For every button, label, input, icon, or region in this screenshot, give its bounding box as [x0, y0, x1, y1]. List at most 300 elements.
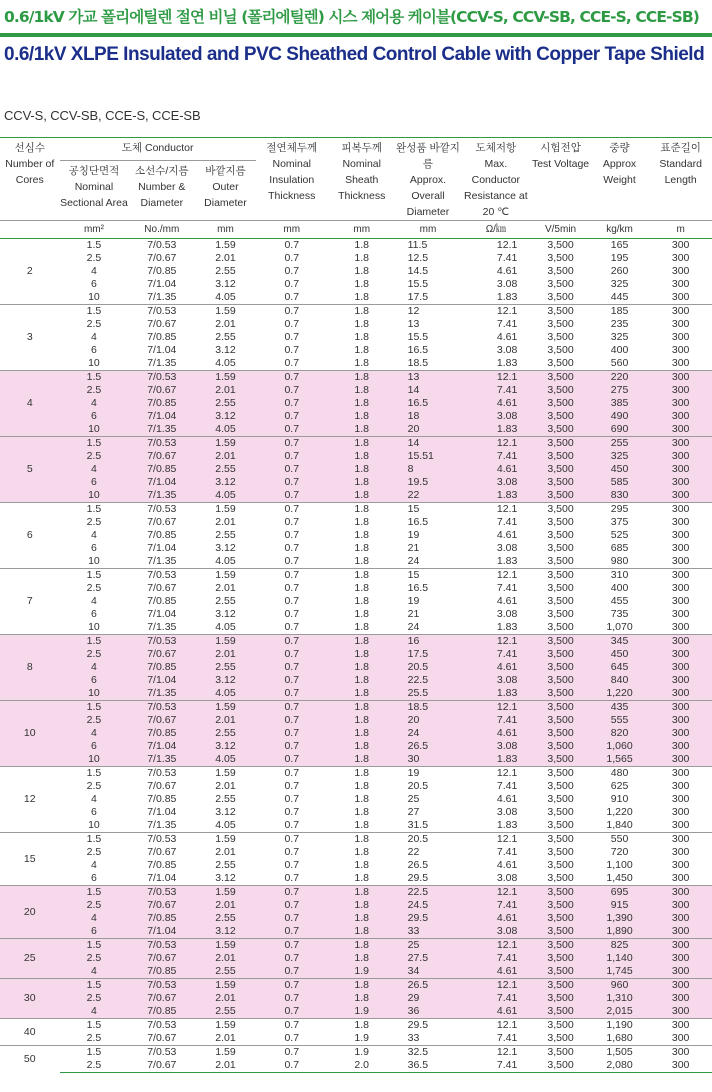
cell-overall-diameter: 14	[396, 437, 461, 451]
cell-wires: 7/1.35	[147, 291, 177, 303]
cell-overall-diameter: 20	[396, 423, 461, 437]
cell-sheath: 1.8	[328, 833, 396, 847]
cell-overall-diameter: 20	[396, 714, 461, 727]
cell-insulation: 0.7	[256, 753, 328, 767]
cell-cores: 7	[0, 569, 60, 635]
cell-insulation: 0.7	[284, 542, 300, 554]
cell-test-voltage: 3,500	[547, 1032, 574, 1044]
cell-overall-diameter: 29	[396, 992, 461, 1005]
cell-wires: 7/0.53	[128, 635, 195, 649]
cell-overall-diameter: 29.5	[407, 872, 429, 884]
cell-overall-diameter: 19	[396, 767, 461, 781]
cell-outer-diameter: 3.12	[195, 674, 256, 687]
cell-resistance: 7.41	[496, 516, 518, 528]
cell-overall-diameter: 36	[396, 1005, 461, 1019]
cell-sheath: 1.8	[328, 450, 396, 463]
cell-sheath: 1.8	[354, 357, 369, 369]
cell-length: 300	[671, 265, 690, 277]
cell-overall-diameter: 32.5	[396, 1046, 461, 1060]
cell-outer-diameter: 3.12	[195, 476, 256, 489]
cell-wires: 7/1.35	[128, 687, 195, 701]
cell-outer-diameter: 2.55	[195, 727, 256, 740]
cell-weight: 435	[590, 701, 650, 715]
cell-resistance: 1.83	[496, 819, 518, 831]
cell-wires: 7/1.35	[128, 489, 195, 503]
table-row	[0, 979, 712, 993]
cell-outer-diameter: 2.01	[215, 846, 236, 858]
cell-outer-diameter: 2.01	[215, 582, 236, 594]
cell-sheath: 1.8	[354, 516, 369, 528]
cell-outer-diameter: 4.05	[215, 291, 236, 303]
header-sheath: 피복두께 Nominal Sheath Thickness	[328, 138, 396, 221]
cell-weight: 220	[590, 371, 650, 385]
cell-length: 300	[649, 305, 712, 319]
cell-length: 300	[649, 450, 712, 463]
cell-overall-diameter: 11.5	[396, 239, 461, 253]
cell-outer-diameter: 2.01	[195, 899, 256, 912]
unit-cell: m	[649, 221, 712, 239]
cell-outer-diameter: 1.59	[195, 635, 256, 649]
table-row	[0, 753, 712, 767]
header-weight: 중량 Approx Weight	[590, 138, 650, 221]
cell-area: 4	[60, 912, 129, 925]
cell-wires: 7/0.67	[128, 648, 195, 661]
cell-sheath: 1.8	[354, 582, 369, 594]
cell-area: 1.5	[60, 767, 129, 781]
cell-test-voltage: 3,500	[531, 767, 589, 781]
cell-outer-diameter: 1.59	[195, 437, 256, 451]
cell-area: 1.5	[60, 701, 129, 715]
table-row	[0, 555, 712, 569]
cell-resistance: 3.08	[496, 608, 518, 620]
cell-area: 2.5	[60, 384, 129, 397]
cell-length: 300	[671, 318, 690, 330]
cable-spec-table	[0, 137, 712, 1073]
cell-insulation: 0.7	[256, 410, 328, 423]
table-row	[0, 872, 712, 886]
table-row	[0, 252, 712, 265]
cell-wires: 7/0.53	[128, 939, 195, 953]
cell-sheath: 1.8	[328, 899, 396, 912]
table-row	[0, 635, 712, 649]
cell-resistance: 3.08	[496, 542, 518, 554]
header-outer-diameter: 바깥지름 Outer Diameter	[204, 164, 247, 209]
cell-insulation: 0.7	[256, 833, 328, 847]
cell-cores: 10	[0, 701, 60, 767]
cell-length: 300	[671, 859, 690, 871]
table-row	[0, 305, 712, 319]
cell-length: 300	[649, 952, 712, 965]
cell-insulation: 0.7	[256, 423, 328, 437]
table-row	[0, 965, 712, 979]
cell-resistance: 4.61	[496, 331, 518, 343]
cell-insulation: 0.7	[284, 265, 300, 277]
cell-insulation: 0.7	[284, 780, 300, 792]
cell-area: 10	[60, 687, 129, 701]
table-row	[0, 410, 712, 423]
table-row	[0, 714, 712, 727]
cell-cores: 15	[0, 833, 60, 886]
cell-overall-diameter: 24	[396, 727, 461, 740]
cell-overall-diameter: 16.5	[396, 397, 461, 410]
cell-resistance: 12.1	[460, 767, 531, 781]
cell-area: 4	[60, 727, 129, 740]
cell-sheath: 1.8	[328, 674, 396, 687]
table-row	[0, 595, 712, 608]
cell-sheath: 1.8	[328, 939, 396, 953]
table-row	[0, 674, 712, 687]
cell-resistance: 12.1	[460, 437, 531, 451]
cell-outer-diameter: 2.55	[215, 529, 236, 541]
cell-area: 1.5	[60, 569, 129, 583]
cell-length: 300	[671, 595, 690, 607]
cell-resistance: 4.61	[460, 463, 531, 476]
cell-resistance: 1.83	[496, 357, 518, 369]
cell-overall-diameter: 21	[407, 608, 420, 620]
cell-test-voltage: 3,500	[531, 635, 589, 649]
cell-sheath: 1.8	[354, 621, 369, 633]
table-row	[0, 331, 712, 344]
table-row	[0, 529, 712, 542]
table-row	[0, 727, 712, 740]
cell-sheath: 1.8	[354, 265, 369, 277]
cell-length: 300	[649, 1019, 712, 1033]
cell-resistance: 3.08	[460, 476, 531, 489]
cell-resistance: 7.41	[496, 780, 518, 792]
cell-area: 1.5	[60, 886, 129, 900]
cell-test-voltage: 3,500	[531, 437, 589, 451]
cell-area: 1.5	[60, 371, 129, 385]
cell-length: 300	[671, 621, 690, 633]
cell-resistance: 12.1	[460, 833, 531, 847]
cell-cores: 20	[0, 886, 60, 939]
cell-sheath: 1.9	[328, 1046, 396, 1060]
cell-area: 4	[60, 1005, 129, 1019]
table-row	[0, 740, 712, 753]
table-row	[0, 437, 712, 451]
cell-sheath: 1.8	[354, 331, 369, 343]
cell-outer-diameter: 3.12	[215, 344, 236, 356]
cell-area: 2.5	[86, 780, 102, 792]
cell-area: 2.5	[60, 714, 129, 727]
cell-resistance: 7.41	[496, 318, 518, 330]
cell-wires: 7/1.04	[147, 542, 177, 554]
cell-outer-diameter: 2.01	[215, 516, 236, 528]
cell-outer-diameter: 1.59	[195, 569, 256, 583]
table-row	[0, 318, 712, 331]
cell-insulation: 0.7	[284, 344, 300, 356]
cell-resistance: 1.83	[496, 621, 518, 633]
cell-test-voltage: 3,500	[531, 833, 589, 847]
cell-overall-diameter: 19	[407, 595, 420, 607]
cell-overall-diameter: 14	[396, 384, 461, 397]
cell-overall-diameter: 26.5	[407, 859, 429, 871]
cell-weight: 490	[590, 410, 650, 423]
cell-sheath: 1.8	[354, 318, 369, 330]
cell-wires: 7/1.04	[147, 278, 177, 290]
cell-wires: 7/0.67	[128, 450, 195, 463]
cell-area: 6	[91, 806, 97, 818]
cell-area: 10	[60, 489, 129, 503]
cell-length: 300	[671, 819, 690, 831]
cell-area: 10	[88, 555, 100, 567]
cell-insulation: 0.7	[256, 1005, 328, 1019]
cell-weight: 345	[590, 635, 650, 649]
cell-wires: 7/0.53	[128, 767, 195, 781]
cell-length: 300	[649, 674, 712, 687]
cell-sheath: 1.8	[328, 476, 396, 489]
cell-test-voltage: 3,500	[531, 886, 589, 900]
cell-weight: 840	[590, 674, 650, 687]
cell-sheath: 1.8	[328, 661, 396, 674]
cell-cores: 25	[0, 939, 60, 979]
cell-test-voltage: 3,500	[531, 674, 589, 687]
cell-length: 300	[649, 384, 712, 397]
cell-overall-diameter: 12.5	[407, 252, 429, 264]
cell-sheath: 1.8	[328, 979, 396, 993]
cell-length: 300	[671, 872, 690, 884]
cell-sheath: 1.8	[328, 714, 396, 727]
unit-cell: mm	[328, 221, 396, 239]
cell-outer-diameter: 1.59	[195, 1046, 256, 1060]
cell-insulation: 0.7	[256, 925, 328, 939]
cell-area: 6	[91, 278, 97, 290]
cell-resistance: 12.1	[460, 701, 531, 715]
cell-outer-diameter: 3.12	[215, 806, 236, 818]
cell-length: 300	[671, 344, 690, 356]
cell-insulation: 0.7	[256, 740, 328, 753]
cell-area: 4	[60, 463, 129, 476]
cell-wires: 7/0.67	[147, 582, 177, 594]
cell-insulation: 0.7	[284, 278, 300, 290]
cell-sheath: 1.8	[354, 608, 369, 620]
cell-wires: 7/0.85	[128, 661, 195, 674]
cell-test-voltage: 3,500	[531, 371, 589, 385]
table-row	[0, 939, 712, 953]
cell-outer-diameter: 2.01	[195, 992, 256, 1005]
cell-test-voltage: 3,500	[547, 608, 574, 620]
cell-resistance: 4.61	[460, 1005, 531, 1019]
table-row	[0, 899, 712, 912]
cell-test-voltage: 3,500	[547, 582, 574, 594]
cell-insulation: 0.7	[284, 872, 300, 884]
cell-wires: 7/0.67	[147, 516, 177, 528]
table-row	[0, 582, 712, 595]
cell-area: 4	[91, 529, 97, 541]
cell-area: 4	[60, 661, 129, 674]
cell-overall-diameter: 15.51	[396, 450, 461, 463]
cell-overall-diameter: 16.5	[407, 344, 429, 356]
cell-test-voltage: 3,500	[531, 965, 589, 979]
cell-cores: 50	[0, 1046, 60, 1073]
cell-wires: 7/0.85	[128, 397, 195, 410]
table-row	[0, 833, 712, 847]
cell-length: 300	[649, 701, 712, 715]
cell-weight: 295	[590, 503, 650, 517]
cell-length: 300	[649, 1005, 712, 1019]
cell-outer-diameter: 1.59	[195, 701, 256, 715]
cell-length: 300	[649, 661, 712, 674]
table-row	[0, 357, 712, 371]
cell-test-voltage: 3,500	[531, 992, 589, 1005]
cell-length: 300	[649, 423, 712, 437]
cell-overall-diameter: 30	[396, 753, 461, 767]
cell-sheath: 1.8	[328, 397, 396, 410]
cell-weight: 455	[610, 595, 629, 607]
cell-insulation: 0.7	[284, 859, 300, 871]
cell-cores: 5	[0, 437, 60, 503]
cell-overall-diameter: 8	[396, 463, 461, 476]
header-overall-diameter: 완성품 바깥지름 Approx. Overall Diameter	[396, 138, 461, 221]
cell-weight: 685	[610, 542, 629, 554]
cell-wires: 7/0.85	[128, 727, 195, 740]
cell-resistance: 4.61	[460, 912, 531, 925]
cell-sheath: 1.8	[328, 912, 396, 925]
cell-overall-diameter: 18.5	[396, 701, 461, 715]
cell-test-voltage: 3,500	[547, 780, 574, 792]
cell-outer-diameter: 1.59	[195, 305, 256, 319]
cell-wires: 7/0.67	[147, 846, 177, 858]
cell-overall-diameter: 15.5	[407, 278, 429, 290]
cell-insulation: 0.7	[256, 476, 328, 489]
cell-sheath: 1.8	[354, 529, 369, 541]
cell-weight: 1,565	[590, 753, 650, 767]
cell-weight: 255	[590, 437, 650, 451]
cell-length: 300	[649, 1059, 712, 1073]
cell-area: 1.5	[60, 1019, 129, 1033]
cell-overall-diameter: 26.5	[396, 979, 461, 993]
cell-length: 300	[671, 846, 690, 858]
cell-sheath: 1.8	[328, 925, 396, 939]
cell-test-voltage: 3,500	[547, 357, 574, 369]
cell-area: 1.5	[60, 635, 129, 649]
header-test-voltage: 시험전압 Test Voltage	[531, 138, 589, 221]
cell-cores: 30	[0, 979, 60, 1019]
cell-resistance: 12.1	[460, 939, 531, 953]
cell-sheath: 1.8	[328, 384, 396, 397]
table-row	[0, 992, 712, 1005]
cell-test-voltage: 3,500	[547, 331, 574, 343]
cell-test-voltage: 3,500	[531, 384, 589, 397]
cell-outer-diameter: 2.55	[215, 793, 236, 805]
cell-resistance: 7.41	[460, 714, 531, 727]
cell-resistance: 7.41	[496, 582, 518, 594]
cell-outer-diameter: 2.55	[195, 1005, 256, 1019]
unit-cell: mm	[396, 221, 461, 239]
cell-length: 300	[649, 979, 712, 993]
cell-resistance: 1.83	[460, 489, 531, 503]
cell-sheath: 1.9	[328, 1005, 396, 1019]
cell-sheath: 1.8	[328, 371, 396, 385]
cell-test-voltage: 3,500	[547, 793, 574, 805]
cell-sheath: 2.0	[328, 1059, 396, 1073]
cell-resistance: 3.08	[496, 278, 518, 290]
cell-wires: 7/0.67	[128, 952, 195, 965]
table-row	[0, 621, 712, 635]
cell-wires: 7/0.85	[128, 1005, 195, 1019]
cell-test-voltage: 3,500	[547, 621, 574, 633]
cell-overall-diameter: 16.5	[407, 582, 429, 594]
cell-area: 6	[60, 476, 129, 489]
cell-weight: 550	[590, 833, 650, 847]
cell-sheath: 1.8	[328, 437, 396, 451]
table-row	[0, 661, 712, 674]
cell-area: 1.5	[60, 437, 129, 451]
cell-sheath: 1.8	[328, 753, 396, 767]
table-row	[0, 384, 712, 397]
cell-test-voltage: 3,500	[531, 899, 589, 912]
cell-wires: 7/1.04	[147, 872, 177, 884]
cell-outer-diameter: 1.59	[195, 833, 256, 847]
cell-weight: 325	[590, 450, 650, 463]
table-row	[0, 423, 712, 437]
cell-sheath: 1.8	[328, 992, 396, 1005]
cell-weight: 260	[610, 265, 629, 277]
cell-resistance: 12.1	[460, 1019, 531, 1033]
cell-sheath: 1.8	[354, 806, 369, 818]
cell-resistance: 7.41	[460, 648, 531, 661]
cell-length: 300	[649, 635, 712, 649]
cell-wires: 7/0.53	[128, 371, 195, 385]
table-body	[0, 239, 712, 1073]
cell-outer-diameter: 4.05	[215, 555, 236, 567]
cell-sheath: 1.8	[354, 872, 369, 884]
cell-test-voltage: 3,500	[547, 859, 574, 871]
cell-wires: 7/0.67	[128, 384, 195, 397]
cell-test-voltage: 3,500	[531, 648, 589, 661]
cell-overall-diameter: 19	[407, 529, 420, 541]
cell-sheath: 1.8	[328, 635, 396, 649]
cell-length: 300	[649, 569, 712, 583]
cell-overall-diameter: 19.5	[396, 476, 461, 489]
cell-outer-diameter: 2.55	[215, 265, 236, 277]
cell-overall-diameter: 16	[396, 635, 461, 649]
cell-sheath: 1.8	[354, 252, 369, 264]
cell-length: 300	[649, 476, 712, 489]
cell-weight: 235	[610, 318, 629, 330]
cell-wires: 7/0.85	[128, 463, 195, 476]
cell-test-voltage: 3,500	[531, 423, 589, 437]
cell-weight: 325	[610, 331, 629, 343]
cell-outer-diameter: 4.05	[195, 489, 256, 503]
cell-insulation: 0.7	[284, 516, 300, 528]
cell-weight: 915	[590, 899, 650, 912]
cell-insulation: 0.7	[256, 1046, 328, 1060]
cell-resistance: 12.1	[460, 886, 531, 900]
cell-length: 300	[649, 648, 712, 661]
cell-wires: 7/0.85	[147, 265, 177, 277]
cell-test-voltage: 3,500	[547, 278, 574, 290]
cell-resistance: 3.08	[496, 806, 518, 818]
cell-wires: 7/1.04	[147, 806, 177, 818]
cell-test-voltage: 3,500	[547, 846, 574, 858]
cell-resistance: 1.83	[496, 291, 518, 303]
units-row	[0, 221, 712, 239]
cell-length: 300	[649, 925, 712, 939]
cell-overall-diameter: 20.5	[407, 780, 429, 792]
cell-overall-diameter: 27.5	[396, 952, 461, 965]
cell-length: 300	[671, 806, 690, 818]
cell-wires: 7/1.04	[128, 410, 195, 423]
table-row	[0, 503, 712, 517]
cell-test-voltage: 3,500	[547, 542, 574, 554]
cell-test-voltage: 3,500	[531, 701, 589, 715]
cell-outer-diameter: 1.59	[195, 239, 256, 253]
cell-overall-diameter: 33	[407, 1032, 420, 1044]
cell-sheath: 1.8	[328, 239, 396, 253]
cell-weight: 385	[590, 397, 650, 410]
cell-weight: 2,015	[590, 1005, 650, 1019]
